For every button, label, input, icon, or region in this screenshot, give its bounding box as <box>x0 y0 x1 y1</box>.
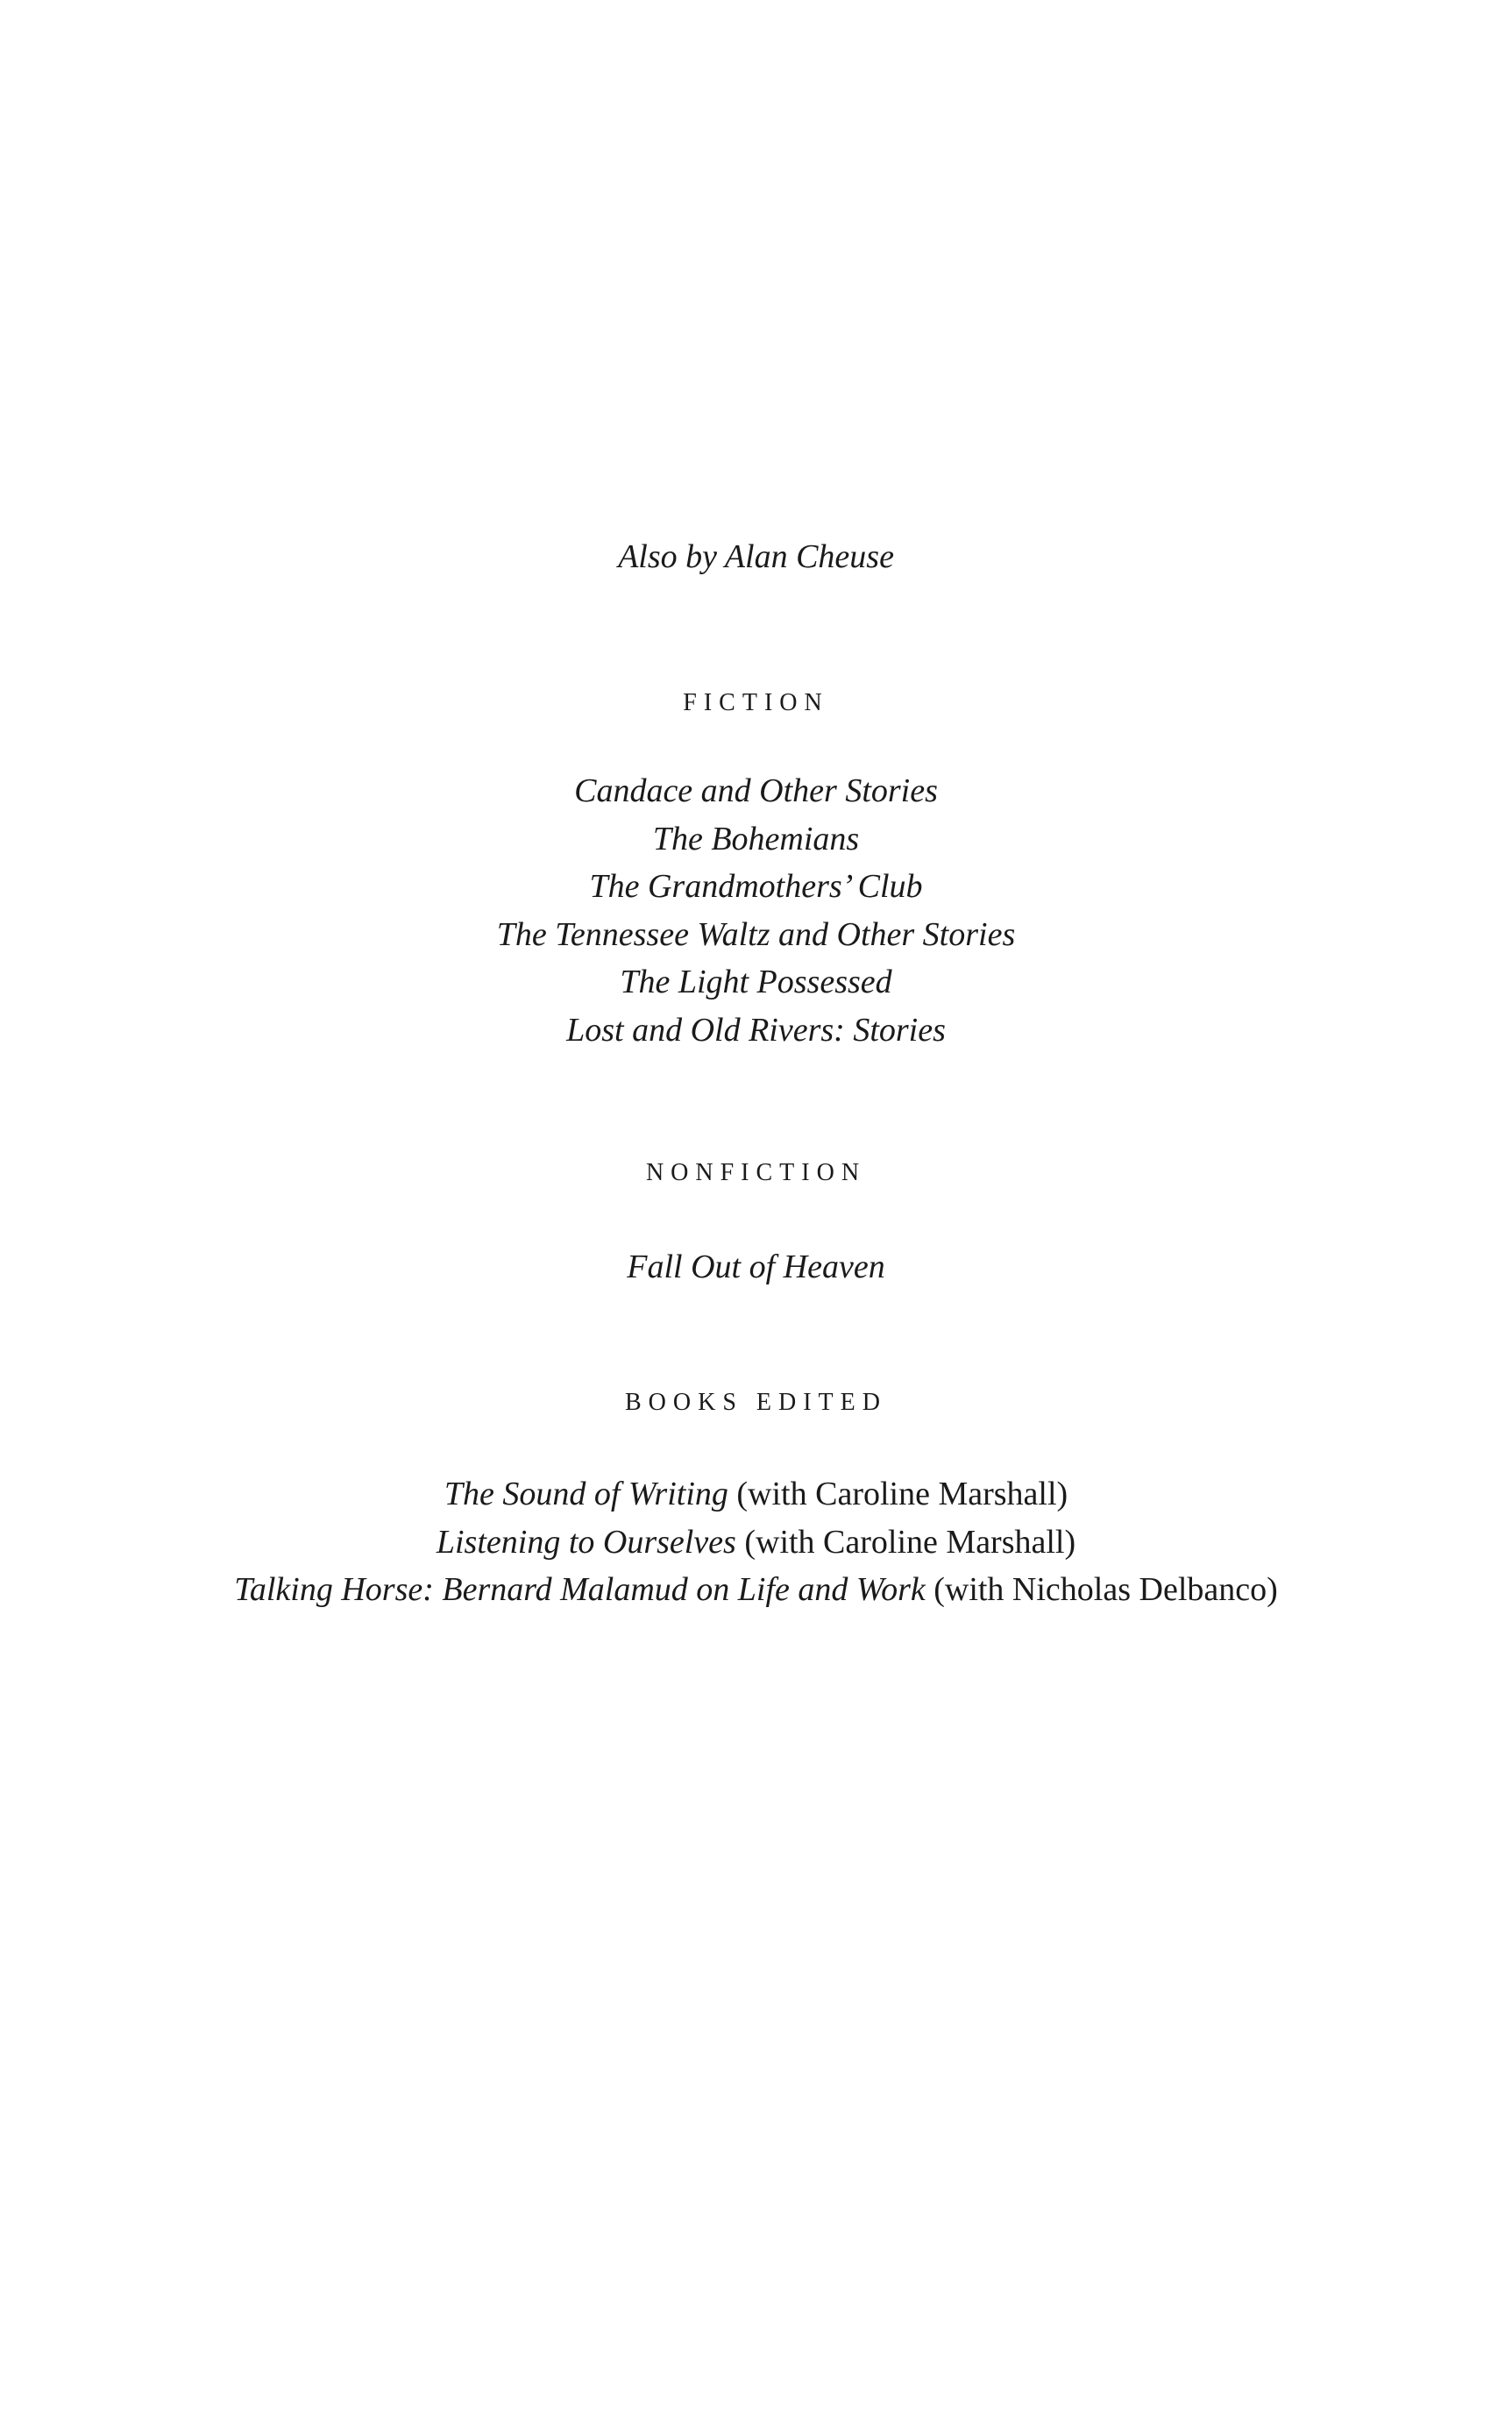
edited-collaborator: (with Nicholas Delbanco) <box>933 1571 1278 1608</box>
edited-entry <box>0 1470 1512 1519</box>
fiction-title: The Bohemians <box>652 820 860 857</box>
also-by-heading: Also by Alan Cheuse <box>618 538 894 575</box>
edited-collaborator: (with Caroline Marshall) <box>736 1476 1068 1512</box>
edited-entry <box>0 1519 1512 1567</box>
fiction-title: The Tennessee Waltz and Other Stories <box>496 915 1016 953</box>
edited-collaborator: (with Caroline Marshall) <box>744 1523 1076 1561</box>
books-edited-heading: BOOKS EDITED <box>625 1389 887 1416</box>
edited-entry <box>0 1566 1512 1614</box>
fiction-title: Candace and Other Stories <box>574 772 938 809</box>
nonfiction-heading: NONFICTION <box>645 1159 867 1186</box>
books-edited-list <box>0 1470 1512 1614</box>
nonfiction-list <box>0 1243 1512 1291</box>
fiction-heading: FICTION <box>683 689 829 716</box>
fiction-title: Lost and Old Rivers: Stories <box>566 1011 946 1049</box>
edited-title: The Sound of Writing <box>444 1476 728 1512</box>
nonfiction-title: Fall Out of Heaven <box>627 1249 885 1285</box>
edited-title: Talking Horse: Bernard Malamud on Life and Work <box>234 1571 926 1608</box>
fiction-list <box>0 767 1512 1054</box>
edited-title: Listening to Ourselves <box>436 1523 736 1561</box>
fiction-title: The Grandmothers’ Club <box>589 868 923 905</box>
fiction-title: The Light Possessed <box>620 964 892 1000</box>
